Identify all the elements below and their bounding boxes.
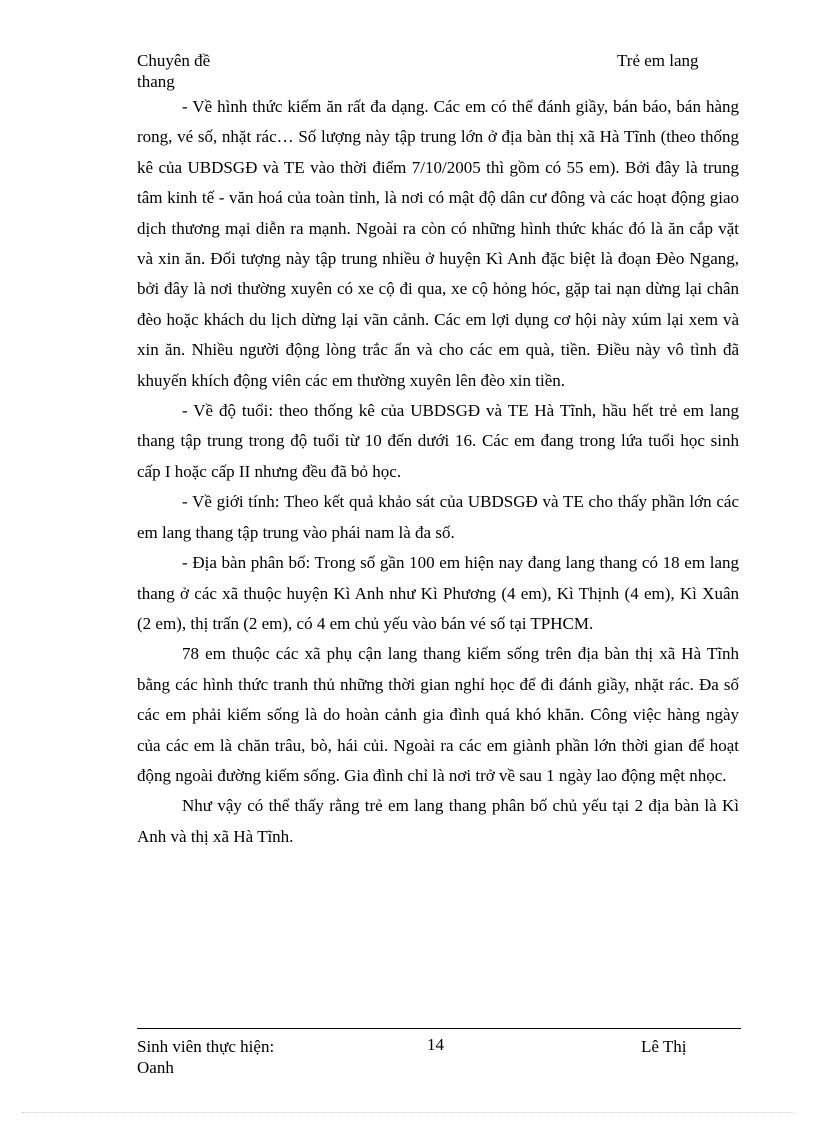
footer-left — [137, 1036, 274, 1078]
paragraph-gender: - Về giới tính: Theo kết quả khảo sát của UBDSGĐ và TE cho thấy phần lớn các em lang thang tập trung vào phái nam là đa số. — [137, 492, 739, 542]
paragraph-age: - Về độ tuổi: theo thống kê của UBDSGĐ và TE Hà Tĩnh, hầu hết trẻ em lang thang tập trung trong độ tuổi từ 10 đến dưới 16. Các em đang trong lứa tuổi học sinh cấp I hoặc cấp II nhưng đều đã bỏ học. — [137, 401, 739, 481]
paragraph-distribution: - Địa bàn phân bố: Trong số gần 100 em hiện nay đang lang thang có 18 em lang thang ở các xã thuộc huyện Kì Anh như Kì Phương (4 em), Kì Thịnh (4 em), Kì Xuân (2 em), thị trấn (2 em), có 4 em chủ yếu vào bán vé số tại TPHCM. — [137, 553, 739, 633]
paragraph-livelihood: - Về hình thức kiếm ăn rất đa dạng. Các em có thể đánh giầy, bán báo, bán hàng rong, vé số, nhặt rác… Số lượng này tập trung lớn ở địa bàn thị xã Hà Tĩnh (theo thống kê của UBDSGĐ và TE vào thời điểm 7/10/2005 thì gồm có 55 em). Bởi đây là trung tâm kinh tế - văn hoá của toàn tỉnh, là nơi có mật độ dân cư đông và các hoạt động giao dịch thương mại diễn ra mạnh. Ngoài ra còn có những hình thức khác đó là ăn cắp vặt và xin ăn. Đối tượng này tập trung nhiều ở huyện Kì Anh đặc biệt là đoạn Đèo Ngang, bởi đây là nơi thường xuyên có xe cộ đi qua, xe cộ hỏng hóc, gặp tai nạn dừng lại chân đèo hoặc khách du lịch dừng lại vãn cảnh. Các em lợi dụng cơ hội này xúm lại xem và xin ăn. Nhiều người động lòng trắc ẩn và cho các em quà, tiền. Điều này vô tình đã khuyến khích động viên các em thường xuyên lên đèo xin tiền. — [137, 97, 739, 390]
body-text — [137, 92, 739, 852]
header-topic-label: Chuyên đề — [137, 51, 211, 70]
footer-student-label: Sinh viên thực hiện: — [137, 1037, 275, 1056]
running-header-right: Trẻ em lang — [617, 51, 699, 70]
page-edge-dotted-line — [22, 1112, 794, 1113]
footer-divider — [137, 1028, 741, 1029]
page-number: 14 — [427, 1035, 444, 1054]
paragraph-conclusion: Như vậy có thể thấy rằng trẻ em lang thang phân bố chủ yếu tại 2 địa bàn là Kì Anh và thị xã Hà Tĩnh. — [137, 796, 739, 846]
running-header-left — [137, 50, 210, 92]
footer-right: Lê Thị — [641, 1037, 687, 1056]
footer-student-name-end: Oanh — [137, 1058, 174, 1077]
paragraph-suburban-children: 78 em thuộc các xã phụ cận lang thang kiếm sống trên địa bàn thị xã Hà Tĩnh bằng các hình thức tranh thủ những thời gian nghỉ học để đi đánh giầy, nhặt rác. Đa số các em phải kiếm sống là do hoàn cảnh gia đình quá khó khăn. Công việc hàng ngày của các em là chăn trâu, bò, hái củi. Ngoài ra các em giành phần lớn thời gian để hoạt động ngoài đường kiếm sống. Gia đình chỉ là nơi trở về sau 1 ngày lao động mệt nhọc. — [137, 644, 739, 785]
header-topic-continuation: thang — [137, 72, 175, 91]
